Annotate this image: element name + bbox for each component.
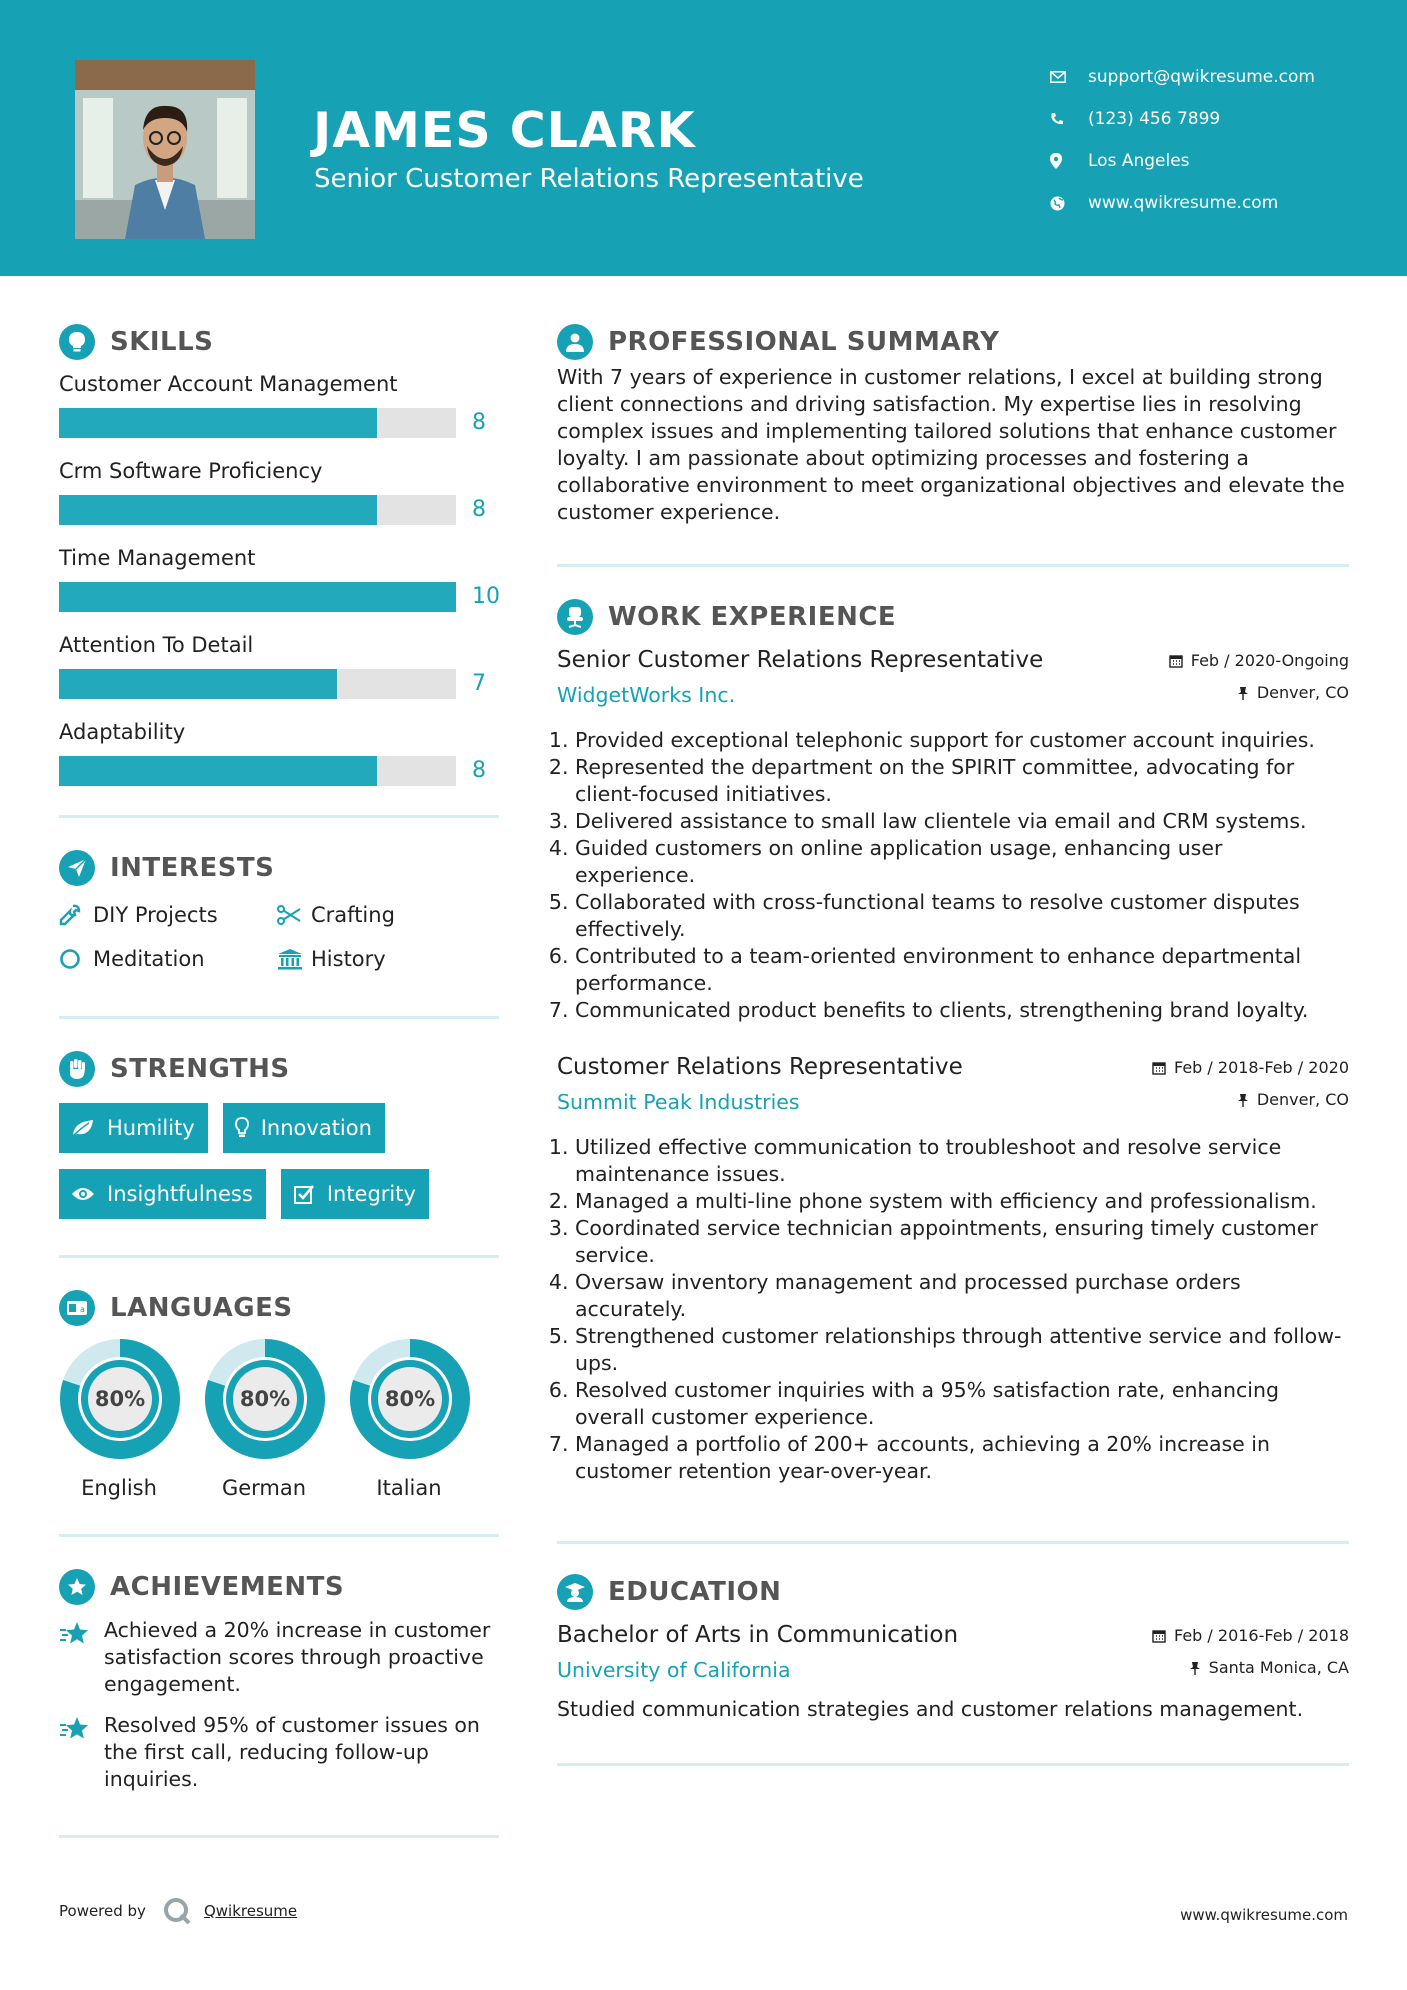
interest-item: [59, 944, 277, 974]
lightbulb-icon: [235, 1117, 249, 1139]
job-date: [1152, 1058, 1349, 1077]
skills-heading: [59, 320, 499, 364]
scissors-icon: [277, 905, 311, 925]
skill-name: Customer Account Management: [59, 372, 398, 396]
contact-location: [1050, 140, 1315, 182]
job-location: [1237, 1090, 1349, 1109]
skill-bar: [59, 495, 456, 525]
header-divider: [58, 276, 1348, 278]
job-date-text: Feb / 2020-Ongoing: [1190, 651, 1349, 670]
job-date-text: Feb / 2018-Feb / 2020: [1174, 1058, 1349, 1077]
job-entry: [557, 1054, 1349, 1485]
skill-value: 8: [472, 497, 486, 522]
strengths-heading: [59, 1047, 499, 1091]
duty-item: 5. Strengthened customer relationships through attentive service and follow-ups.: [575, 1323, 1349, 1377]
duty-item: 1. Utilized effective communication to troubleshoot and resolve service maintenance issues.: [575, 1134, 1349, 1188]
eye-icon: [71, 1186, 95, 1202]
education-location-text: Santa Monica, CA: [1208, 1658, 1349, 1677]
strength-label: Insightfulness: [107, 1182, 253, 1206]
duty-item: 4. Guided customers on online application usage, enhancing user experience.: [575, 835, 1349, 889]
skill-name: Time Management: [59, 546, 256, 570]
job-location-text: Denver, CO: [1256, 1090, 1349, 1109]
globe-icon: [1050, 196, 1088, 211]
language-percent: 80%: [239, 1387, 291, 1411]
duty-item: 4. Oversaw inventory management and processed purchase orders accurately.: [575, 1269, 1349, 1323]
skill-bar: [59, 582, 456, 612]
qwikresume-link[interactable]: Qwikresume: [203, 1902, 298, 1920]
strength-badge: [59, 1103, 208, 1153]
email-text: support@qwikresume.com: [1088, 67, 1315, 87]
duty-item: 7. Communicated product benefits to clients, strengthening brand loyalty.: [575, 997, 1349, 1024]
interest-item: [277, 944, 477, 974]
language-percent: 80%: [94, 1387, 146, 1411]
duty-item: 5. Collaborated with cross-functional teams to resolve customer disputes effectively.: [575, 889, 1349, 943]
school-name: University of California: [557, 1658, 791, 1682]
skill-item: [59, 368, 499, 455]
duty-item: 3. Coordinated service technician appointments, ensuring timely customer service.: [575, 1215, 1349, 1269]
location-text: Los Angeles: [1088, 151, 1190, 171]
achievement-item: [59, 1712, 499, 1793]
interest-label: Meditation: [93, 947, 205, 971]
skill-bar: [59, 408, 456, 438]
summary-title: PROFESSIONAL SUMMARY: [608, 327, 1000, 357]
job-entry: [557, 647, 1349, 1024]
right-column: [557, 320, 1349, 1766]
skill-value: 7: [472, 671, 486, 696]
candidate-title: Senior Customer Relations Representative: [314, 164, 864, 194]
job-title: Customer Relations Representative: [557, 1054, 963, 1080]
skill-bar-fill: [59, 495, 377, 525]
skills-title: SKILLS: [110, 327, 214, 357]
interest-label: Crafting: [311, 903, 395, 927]
skill-bar-fill: [59, 669, 337, 699]
star-icon: [59, 1712, 104, 1793]
education-location: [1189, 1658, 1349, 1677]
job-title: Senior Customer Relations Representative: [557, 647, 1044, 673]
summary-text: With 7 years of experience in customer relations, I excel at building strong client connections and driving satisfaction. My expertise lies in resolving complex issues and implementing tailored solutions that enhance customer loyalty. I am passionate about optimizing processes and fostering a collaborative environment to meet organizational objectives and elevate the customer experience.: [557, 365, 1345, 524]
achievement-item: [59, 1617, 499, 1698]
website-text: www.qwikresume.com: [1088, 193, 1279, 213]
language-item: [349, 1338, 469, 1500]
language-item: [59, 1338, 179, 1500]
star-badge-icon: [59, 1569, 95, 1605]
languages-heading: [59, 1286, 499, 1330]
skill-bar: [59, 756, 456, 786]
svg-text:a: a: [80, 1305, 85, 1314]
education-title: EDUCATION: [608, 1577, 782, 1607]
section-divider: [557, 1763, 1349, 1766]
strength-badge: [59, 1169, 266, 1219]
leaf-icon: [71, 1118, 95, 1138]
language-ring: [204, 1338, 326, 1460]
achievement-text: Achieved a 20% increase in customer satisfaction scores through proactive engagement.: [104, 1618, 491, 1696]
contact-info: [1050, 56, 1315, 224]
degree-title: Bachelor of Arts in Communication: [557, 1622, 959, 1648]
phone-text: (123) 456 7899: [1088, 109, 1221, 129]
duty-item: 6. Resolved customer inquiries with a 95% satisfaction rate, enhancing overall customer experience.: [575, 1377, 1349, 1431]
interests-title: INTERESTS: [110, 853, 275, 883]
education-description: Studied communication strategies and customer relations management.: [557, 1697, 1304, 1721]
language-item: [204, 1338, 324, 1500]
fist-icon: [59, 1051, 95, 1087]
skill-item: [59, 455, 499, 542]
skill-bar-fill: [59, 582, 456, 612]
star-icon: [59, 1617, 104, 1698]
interest-label: History: [311, 947, 386, 971]
strength-badge: [223, 1103, 385, 1153]
contact-website[interactable]: [1050, 182, 1315, 224]
candidate-name: JAMES CLARK: [313, 102, 696, 159]
contact-phone[interactable]: [1050, 98, 1315, 140]
strengths-list: [59, 1103, 459, 1219]
languages-title: LANGUAGES: [110, 1293, 293, 1323]
lightbulb-icon: [59, 324, 95, 360]
education-entry: [557, 1622, 1349, 1723]
qwikresume-logo-icon: [162, 1896, 192, 1926]
phone-icon: [1050, 112, 1088, 126]
skill-item: [59, 629, 499, 716]
strength-badge: [281, 1169, 429, 1219]
footer-powered-by: [59, 1896, 297, 1926]
pushpin-icon: [1237, 686, 1249, 700]
circle-icon: [59, 948, 93, 970]
profile-photo: [75, 60, 255, 239]
duty-item: 2. Managed a multi-line phone system with efficiency and professionalism.: [575, 1188, 1349, 1215]
user-icon: [557, 324, 593, 360]
summary-heading: [557, 320, 1349, 364]
skill-item: [59, 716, 499, 803]
paper-plane-icon: [59, 850, 95, 886]
duty-item: 1. Provided exceptional telephonic support for customer account inquiries.: [575, 727, 1349, 754]
duty-item: 2. Represented the department on the SPIRIT committee, advocating for client-focused initiatives.: [575, 754, 1349, 808]
education-date-text: Feb / 2016-Feb / 2018: [1174, 1626, 1349, 1645]
wrench-icon: [59, 904, 93, 926]
achievements-title: ACHIEVEMENTS: [110, 1572, 345, 1602]
strength-label: Integrity: [326, 1182, 416, 1206]
job-duties: [575, 1134, 1349, 1485]
resume-header: [0, 0, 1407, 276]
footer-website[interactable]: www.qwikresume.com: [1180, 1906, 1348, 1924]
job-company: Summit Peak Industries: [557, 1090, 800, 1114]
skill-bar: [59, 669, 456, 699]
powered-by-text: Powered by: [59, 1902, 146, 1920]
education-date: [1152, 1626, 1349, 1645]
interests-list: [59, 900, 499, 974]
strengths-title: STRENGTHS: [110, 1054, 290, 1084]
pushpin-icon: [1237, 1093, 1249, 1107]
interests-heading: [59, 846, 499, 890]
language-name: English: [81, 1476, 157, 1500]
pushpin-icon: [1189, 1661, 1201, 1675]
skills-list: [59, 368, 499, 803]
language-ring: [59, 1338, 181, 1460]
museum-icon: [277, 948, 311, 970]
contact-email[interactable]: [1050, 56, 1315, 98]
language-icon: [59, 1290, 95, 1326]
language-name: Italian: [376, 1476, 442, 1500]
achievement-text: Resolved 95% of customer issues on the first call, reducing follow-up inquiries.: [104, 1713, 480, 1791]
interest-item: [59, 900, 277, 930]
duty-item: 6. Contributed to a team-oriented environment to enhance departmental performance.: [575, 943, 1349, 997]
languages-list: [59, 1338, 499, 1500]
graduate-icon: [557, 1574, 593, 1610]
language-ring: [349, 1338, 471, 1460]
duty-item: 7. Managed a portfolio of 200+ accounts, achieving a 20% increase in customer retention year-over-year.: [575, 1431, 1349, 1485]
skill-value: 10: [472, 584, 500, 609]
strength-label: Humility: [107, 1116, 195, 1140]
job-duties: [575, 727, 1349, 1024]
calendar-icon: [1169, 654, 1183, 668]
check-square-icon: [293, 1183, 315, 1205]
language-name: German: [221, 1476, 307, 1500]
interest-item: [277, 900, 477, 930]
experience-heading: [557, 595, 1349, 639]
left-column: [59, 320, 499, 1838]
job-location: [1237, 683, 1349, 702]
duty-item: 3. Delivered assistance to small law clientele via email and CRM systems.: [575, 808, 1349, 835]
job-company: WidgetWorks Inc.: [557, 683, 736, 707]
section-divider: [59, 1835, 499, 1838]
skill-bar-fill: [59, 756, 377, 786]
office-chair-icon: [557, 599, 593, 635]
job-location-text: Denver, CO: [1256, 683, 1349, 702]
envelope-icon: [1050, 71, 1088, 83]
map-pin-icon: [1050, 153, 1088, 169]
skill-value: 8: [472, 410, 486, 435]
skill-name: Attention To Detail: [59, 633, 254, 657]
achievements-heading: [59, 1565, 499, 1609]
strength-label: Innovation: [260, 1116, 372, 1140]
education-heading: [557, 1570, 1349, 1614]
calendar-icon: [1152, 1061, 1166, 1075]
language-percent: 80%: [384, 1387, 436, 1411]
interest-label: DIY Projects: [93, 903, 218, 927]
experience-title: WORK EXPERIENCE: [608, 602, 897, 632]
calendar-icon: [1152, 1629, 1166, 1643]
skill-item: [59, 542, 499, 629]
skill-name: Adaptability: [59, 720, 186, 744]
job-date: [1169, 651, 1349, 670]
skill-bar-fill: [59, 408, 377, 438]
skill-name: Crm Software Proficiency: [59, 459, 323, 483]
skill-value: 8: [472, 758, 486, 783]
